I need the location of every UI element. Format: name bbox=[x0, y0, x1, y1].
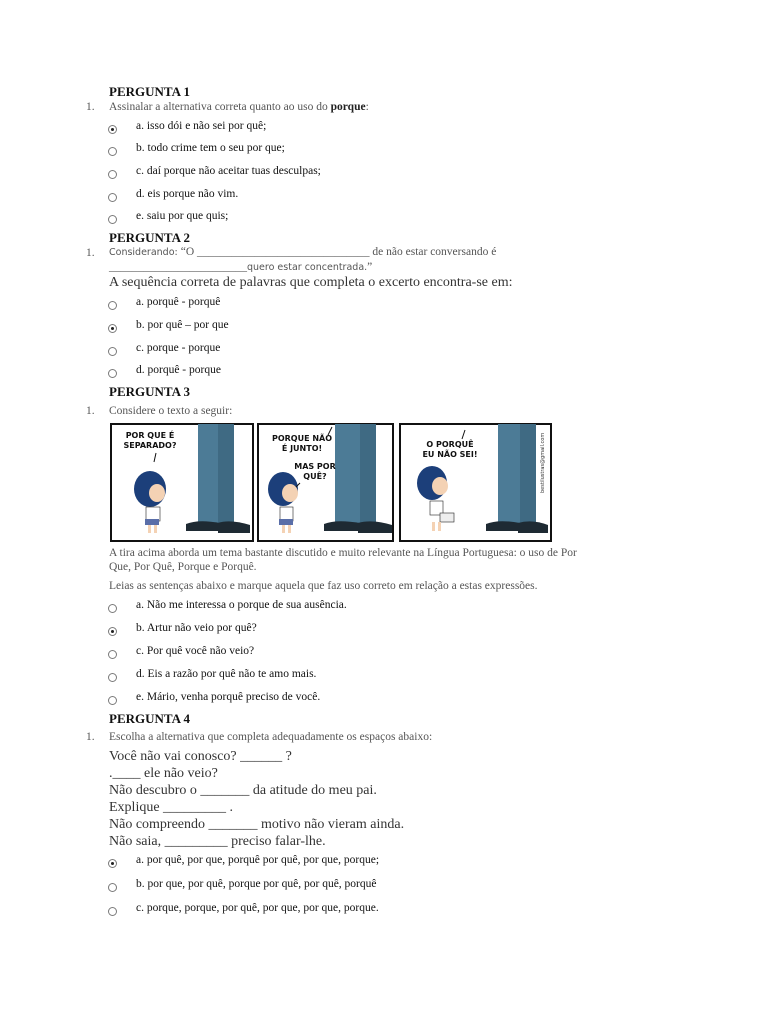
q3-option-b[interactable]: b. Artur não veio por quê? bbox=[108, 619, 257, 637]
question-4-line-2: .____ ele não veio? bbox=[109, 766, 218, 781]
q2-option-c-radio[interactable] bbox=[108, 347, 117, 356]
q3-option-e-radio[interactable] bbox=[108, 696, 117, 705]
question-4-stem: Escolha a alternativa que completa adequadamente os espaços abaixo: bbox=[109, 731, 433, 743]
comic-panel-2-line1: PORQUE NÃO bbox=[271, 434, 333, 443]
q3-option-c-radio[interactable] bbox=[108, 650, 117, 659]
question-3-title: PERGUNTA 3 bbox=[109, 384, 191, 399]
q2-option-a[interactable]: a. porquê - porquê bbox=[108, 293, 220, 311]
question-4-title: PERGUNTA 4 bbox=[109, 711, 191, 726]
comic-credit: bestilustras@gmail.com bbox=[540, 432, 546, 493]
q3-option-e[interactable]: e. Mário, venha porquê preciso de você. bbox=[108, 688, 320, 706]
question-3-paragraph-3: Leias as sentenças abaixo e marque aquela que faz uso correto em relação a estas expressões. bbox=[109, 580, 538, 592]
question-1-title: PERGUNTA 1 bbox=[109, 84, 191, 99]
comic-panel-2-line3: MAS POR bbox=[294, 462, 336, 471]
q4-option-b[interactable]: b. por que, por quê, porque por quê, por quê, porquê bbox=[108, 875, 376, 893]
question-4-line-3: Não descubro o _______ da atitude do meu pai. bbox=[109, 783, 377, 798]
q2-option-c[interactable]: c. porque - porque bbox=[108, 339, 220, 357]
comic-panel-2-line4: QUÊ? bbox=[303, 472, 327, 481]
q2-option-d[interactable]: d. porquê - porque bbox=[108, 361, 221, 379]
comic-panel-3-line2: EU NÃO SEI! bbox=[422, 450, 478, 459]
q1-option-a-radio[interactable] bbox=[108, 125, 117, 134]
comic-panel-1-line2: SEPARADO? bbox=[123, 441, 177, 450]
question-2-number: 1. bbox=[86, 247, 95, 259]
q2-option-b[interactable]: b. por quê – por que bbox=[108, 316, 229, 334]
question-1-stem: Assinalar a alternativa correta quanto ao uso do porque: bbox=[109, 101, 369, 113]
q1-option-b[interactable]: b. todo crime tem o seu por que; bbox=[108, 139, 285, 157]
question-4-number: 1. bbox=[86, 731, 95, 743]
comic-panel-1-line1: POR QUE É bbox=[125, 431, 175, 440]
q1-option-c-radio[interactable] bbox=[108, 170, 117, 179]
question-4-line-6: Não saia, _________ preciso falar-lhe. bbox=[109, 834, 326, 849]
q4-option-a-radio[interactable] bbox=[108, 859, 117, 868]
question-3-stem: Considere o texto a seguir: bbox=[109, 405, 233, 417]
q4-option-c[interactable]: c. porque, porque, por quê, por que, por que, porque. bbox=[108, 899, 379, 917]
q1-option-e[interactable]: e. saiu por que quis; bbox=[108, 207, 228, 225]
question-3-paragraph-2: Que, Por Quê, Porque e Porquê. bbox=[109, 561, 257, 573]
question-3-paragraph-1: A tira acima aborda um tema bastante discutido e muito relevante na Língua Portuguesa: o uso de Por bbox=[109, 547, 577, 559]
question-2-prompt: A sequência correta de palavras que completa o excerto encontra-se em: bbox=[109, 275, 513, 290]
comic-panel-3-line1: O PORQUÊ bbox=[426, 440, 474, 449]
comic-strip bbox=[110, 423, 553, 543]
comic-panel-3 bbox=[400, 424, 551, 541]
question-2-title: PERGUNTA 2 bbox=[109, 230, 191, 245]
q1-option-d-radio[interactable] bbox=[108, 193, 117, 202]
q2-option-d-radio[interactable] bbox=[108, 369, 117, 378]
question-3-number: 1. bbox=[86, 405, 95, 417]
q1-option-e-radio[interactable] bbox=[108, 215, 117, 224]
q1-option-b-radio[interactable] bbox=[108, 147, 117, 156]
q2-option-b-radio[interactable] bbox=[108, 324, 117, 333]
question-4-line-5: Não compreendo _______ motivo não vieram ainda. bbox=[109, 817, 405, 832]
question-4-line-4: Explique _________ . bbox=[109, 800, 234, 815]
question-2-stem-line1: Considerando: “O ______________________________ de não estar conversando é bbox=[109, 246, 497, 258]
q4-option-c-radio[interactable] bbox=[108, 907, 117, 916]
q2-option-a-radio[interactable] bbox=[108, 301, 117, 310]
comic-panel-2 bbox=[258, 424, 393, 541]
comic-panel-2-line2: É JUNTO! bbox=[281, 444, 323, 453]
q3-option-d[interactable]: d. Eis a razão por quê não te amo mais. bbox=[108, 665, 316, 683]
q4-option-a[interactable]: a. por quê, por que, porquê por quê, por que, porque; bbox=[108, 851, 379, 869]
q3-option-c[interactable]: c. Por quê você não veio? bbox=[108, 642, 254, 660]
question-4-line-1: Você não vai conosco? ______ ? bbox=[109, 749, 292, 764]
q3-option-d-radio[interactable] bbox=[108, 673, 117, 682]
question-2-stem-line2: ________________________quero estar concentrada.” bbox=[109, 261, 373, 273]
q4-option-b-radio[interactable] bbox=[108, 883, 117, 892]
q1-option-d[interactable]: d. eis porque não vim. bbox=[108, 185, 238, 203]
comic-panel-1 bbox=[111, 424, 253, 541]
question-1-number: 1. bbox=[86, 101, 95, 113]
q3-option-b-radio[interactable] bbox=[108, 627, 117, 636]
q3-option-a[interactable]: a. Não me interessa o porque de sua ausência. bbox=[108, 596, 347, 614]
q3-option-a-radio[interactable] bbox=[108, 604, 117, 613]
q1-option-a[interactable]: a. isso dói e não sei por quê; bbox=[108, 117, 266, 135]
q1-option-c[interactable]: c. daí porque não aceitar tuas desculpas; bbox=[108, 162, 321, 180]
